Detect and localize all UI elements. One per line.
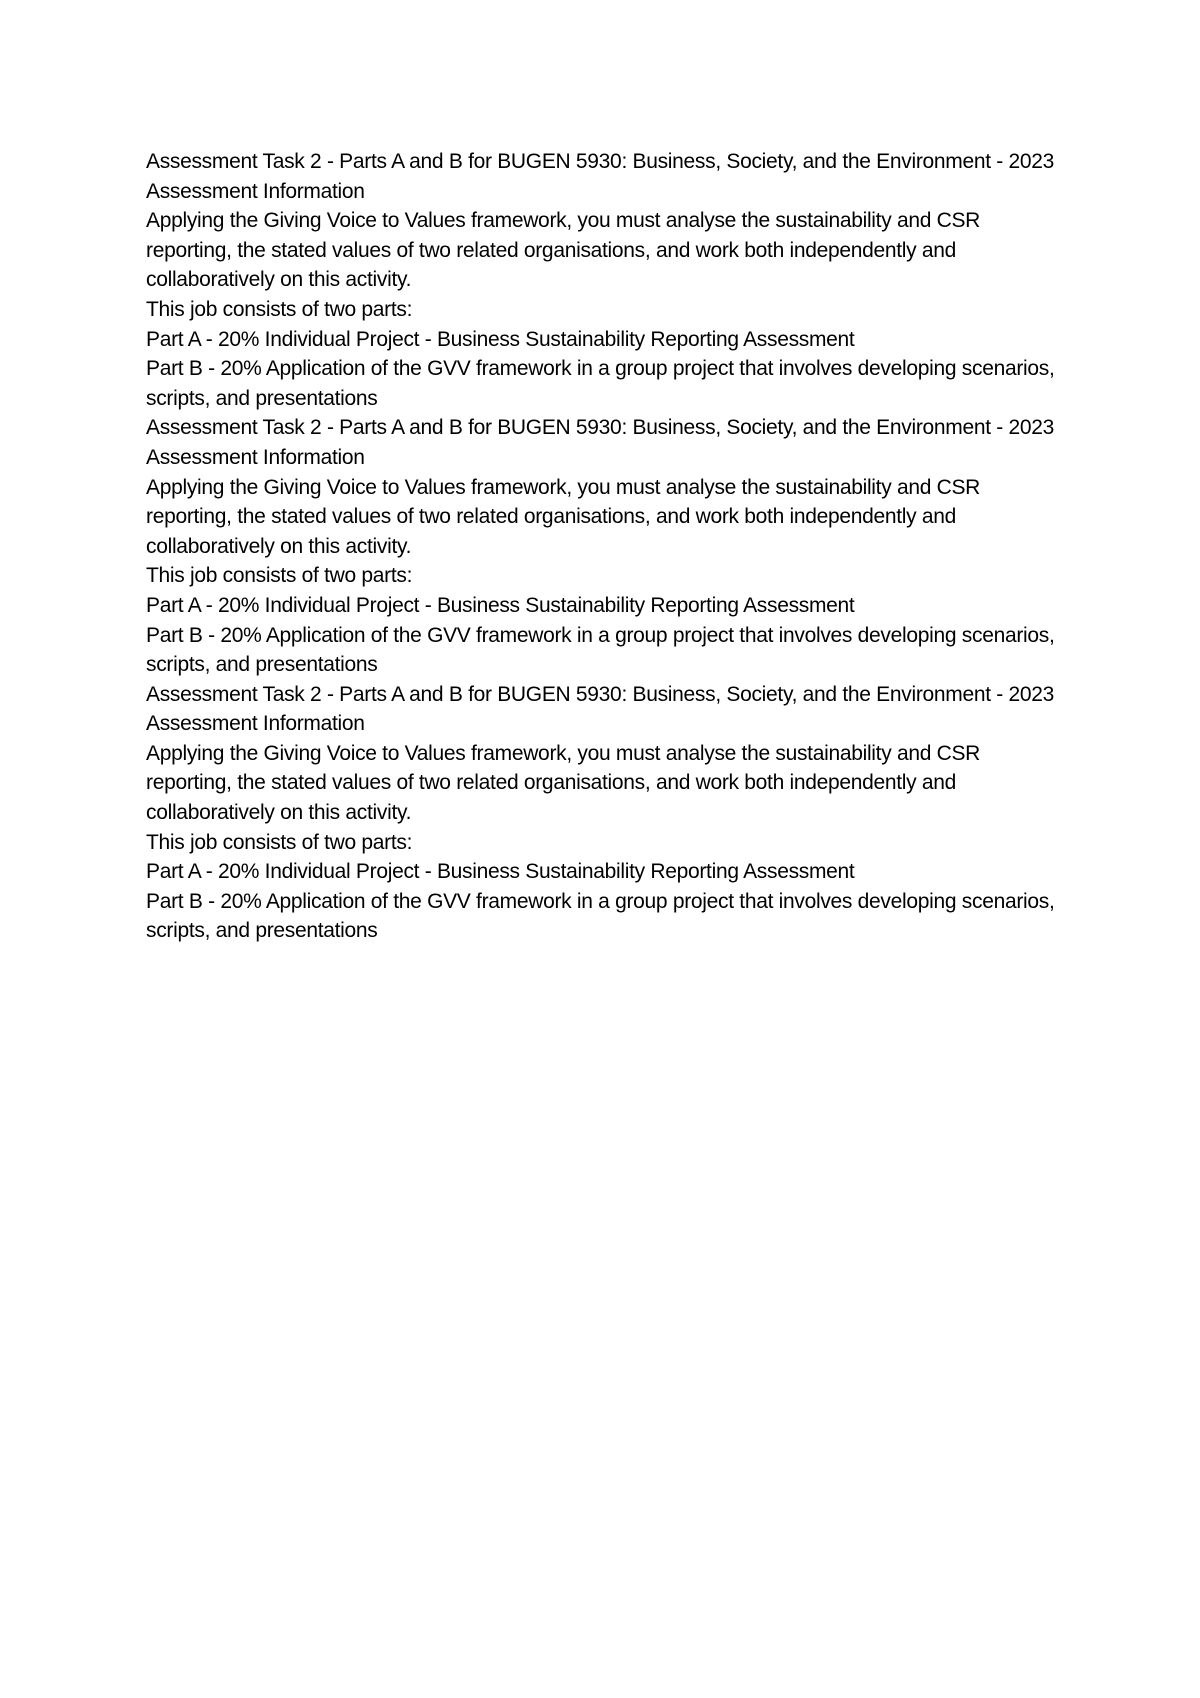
part-b-line: Part B - 20% Application of the GVV framework in a group project that involves developing scenarios, scripts, and presentations: [146, 357, 1055, 410]
part-a-line: Part A - 20% Individual Project - Business Sustainability Reporting Assessment: [146, 860, 855, 884]
part-a-line: Part A - 20% Individual Project - Business Sustainability Reporting Assessment: [146, 593, 855, 617]
assessment-title: Assessment Task 2 - Parts A and B for BUGEN 5930: Business, Society, and the Environment - 2023: [146, 416, 1055, 440]
assessment-title: Assessment Task 2 - Parts A and B for BUGEN 5930: Business, Society, and the Environment - 2023: [146, 682, 1055, 706]
part-b-line: Part B - 20% Application of the GVV framework in a group project that involves developing scenarios, scripts, and presentations: [146, 889, 1055, 943]
parts-lead: This job consists of two parts:: [146, 297, 413, 321]
part-b-line: Part B - 20% Application of the GVV framework in a group project that involves developing scenarios, scripts, and presentations: [146, 623, 1055, 677]
parts-lead: This job consists of two parts:: [146, 564, 413, 588]
section-heading: Assessment Information: [146, 179, 365, 203]
intro-paragraph: Applying the Giving Voice to Values framework, you must analyse the sustainability and CSR reporting, the stated values of two related organisations, and work both independently and collaboratively on this activity.: [146, 209, 981, 292]
section-heading: Assessment Information: [146, 712, 365, 736]
part-a-line: Part A - 20% Individual Project - Business Sustainability Reporting Assessment: [146, 327, 855, 351]
assessment-block: [146, 413, 1066, 679]
section-heading: Assessment Information: [146, 445, 365, 469]
document-body: [146, 147, 1066, 946]
assessment-block: [146, 147, 1066, 413]
assessment-block: [146, 680, 1066, 946]
intro-paragraph: Applying the Giving Voice to Values framework, you must analyse the sustainability and CSR reporting, the stated values of two related organisations, and work both independently and collaboratively on this activity.: [146, 475, 981, 558]
assessment-title: Assessment Task 2 - Parts A and B for BUGEN 5930: Business, Society, and the Environment - 2023: [146, 150, 1055, 173]
parts-lead: This job consists of two parts:: [146, 830, 413, 854]
intro-paragraph: Applying the Giving Voice to Values framework, you must analyse the sustainability and CSR reporting, the stated values of two related organisations, and work both independently and collaboratively on this activity.: [146, 741, 981, 825]
